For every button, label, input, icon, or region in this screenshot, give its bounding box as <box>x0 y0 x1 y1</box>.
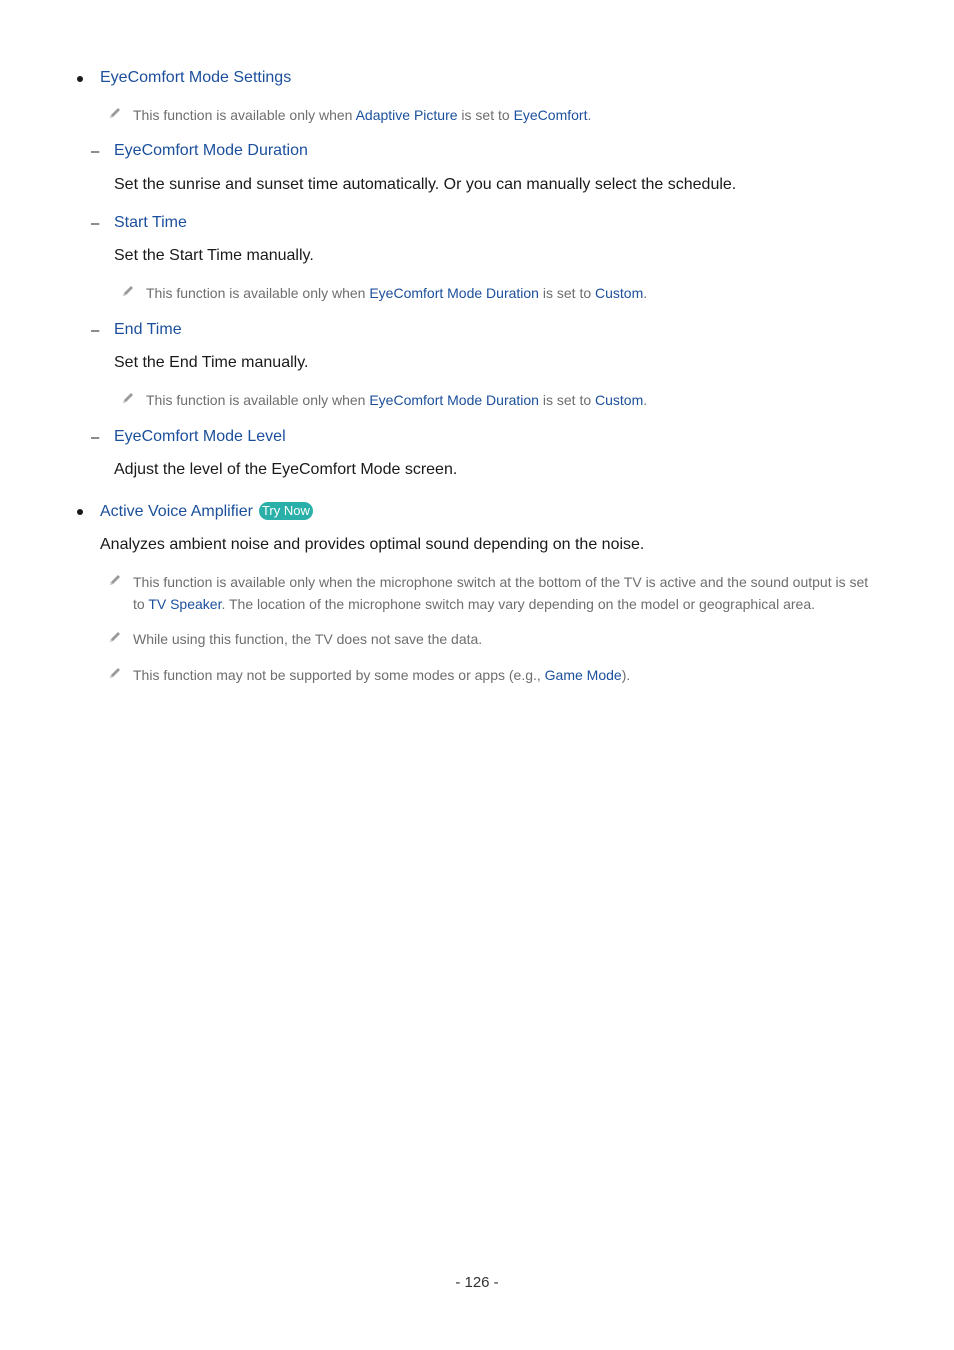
start-time-title[interactable]: Start Time <box>114 214 187 231</box>
pencil-icon <box>108 106 122 120</box>
start-time-desc: Set the Start Time manually. <box>114 247 314 264</box>
dash-marker: – <box>91 215 100 232</box>
duration-desc: Set the sunrise and sunset time automatically. Or you can manually select the schedule. <box>114 176 737 193</box>
note-start-time: This function is available only when EyeComfort Mode Duration is set to Custom. <box>146 285 648 301</box>
active-voice-heading <box>100 502 313 521</box>
active-voice-desc: Analyzes ambient noise and provides optimal sound depending on the noise. <box>100 536 645 553</box>
bullet-dot <box>77 509 83 515</box>
dash-marker: – <box>91 429 100 446</box>
pencil-icon <box>108 630 122 644</box>
level-desc: Adjust the level of the EyeComfort Mode screen. <box>114 461 458 478</box>
link-eyecomfort[interactable]: EyeComfort <box>513 107 588 123</box>
bullet-dot <box>77 76 83 82</box>
link-custom[interactable]: Custom <box>595 285 644 301</box>
note-microphone-line2: to TV Speaker. The location of the microphone switch may vary depending on the model or geographical area. <box>133 596 816 612</box>
link-eyecomfort-mode-duration[interactable]: EyeComfort Mode Duration <box>369 392 539 408</box>
note-no-save: While using this function, the TV does not save the data. <box>133 631 483 647</box>
end-time-title[interactable]: End Time <box>114 321 182 338</box>
link-game-mode[interactable]: Game Mode <box>544 667 622 683</box>
link-adaptive-picture[interactable]: Adaptive Picture <box>355 107 458 123</box>
note-game-mode: This function may not be supported by some modes or apps (e.g., Game Mode). <box>133 667 631 683</box>
level-title[interactable]: EyeComfort Mode Level <box>114 428 286 445</box>
duration-title[interactable]: EyeComfort Mode Duration <box>114 142 308 159</box>
end-time-desc: Set the End Time manually. <box>114 354 309 371</box>
note-microphone-line1: This function is available only when the microphone switch at the bottom of the TV is active and the sound output is set <box>133 574 869 590</box>
pencil-icon <box>108 573 122 587</box>
note-adaptive-picture: This function is available only when Adaptive Picture is set to EyeComfort. <box>133 107 592 123</box>
dash-marker: – <box>91 143 100 160</box>
eyecomfort-settings-title[interactable]: EyeComfort Mode Settings <box>100 69 292 86</box>
active-voice-title[interactable]: Active Voice Amplifier <box>100 503 253 520</box>
try-now-button[interactable]: Try Now <box>259 502 313 520</box>
link-tv-speaker[interactable]: TV Speaker <box>148 596 222 612</box>
link-eyecomfort-mode-duration[interactable]: EyeComfort Mode Duration <box>369 285 539 301</box>
dash-marker: – <box>91 322 100 339</box>
pencil-icon <box>108 666 122 680</box>
pencil-icon <box>121 284 135 298</box>
page-number: - 126 - <box>455 1274 499 1291</box>
pencil-icon <box>121 391 135 405</box>
note-end-time: This function is available only when EyeComfort Mode Duration is set to Custom. <box>146 392 648 408</box>
link-custom[interactable]: Custom <box>595 392 644 408</box>
